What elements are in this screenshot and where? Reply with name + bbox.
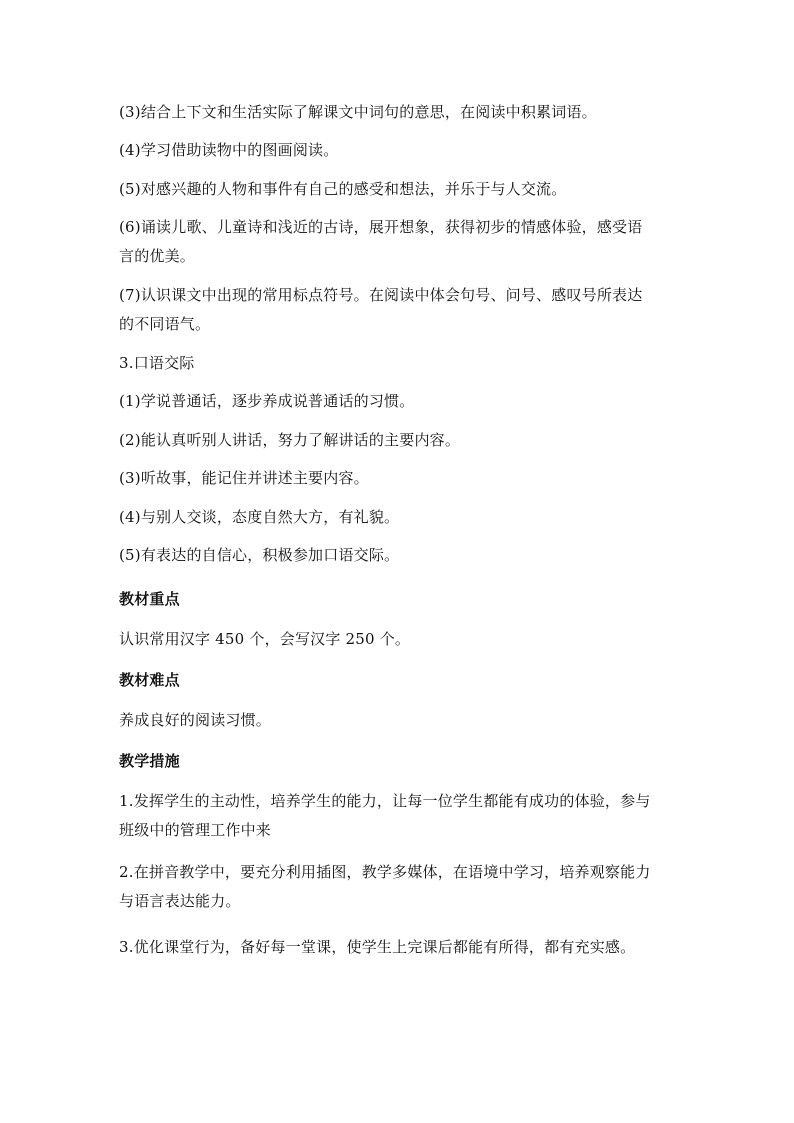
oral-item-3: (3)听故事，能记住并讲述主要内容。 <box>119 469 369 487</box>
oral-item-5: (5)有表达的自信心，积极参加口语交际。 <box>119 546 400 564</box>
measure-2-line-1: 2.在拼音教学中，要充分利用插图，教学多媒体，在语境中学习，培养观察能力 <box>119 863 651 881</box>
key-points-text: 认识常用汉字 450 个，会写汉字 250 个。 <box>119 630 411 648</box>
oral-communication-heading: 3.口语交际 <box>119 354 195 372</box>
measure-3: 3.优化课堂行为，备好每一堂课，使学生上完课后都能有所得，都有充实感。 <box>119 938 636 956</box>
difficulties-heading: 教材难点 <box>119 671 180 689</box>
reading-item-5: (5)对感兴趣的人物和事件有自己的感受和想法，并乐于与人交流。 <box>119 180 567 198</box>
reading-item-4: (4)学习借助读物中的图画阅读。 <box>119 141 339 159</box>
reading-item-6-line-1: (6)诵读儿歌、儿童诗和浅近的古诗，展开想象，获得初步的情感体验，感受语 <box>119 218 643 236</box>
measures-heading: 教学措施 <box>119 752 180 770</box>
reading-item-6-line-2: 言的优美。 <box>119 247 196 265</box>
measure-1-line-2: 班级中的管理工作中来 <box>119 821 272 839</box>
key-points-heading: 教材重点 <box>119 590 180 608</box>
oral-item-4: (4)与别人交谈，态度自然大方，有礼貌。 <box>119 508 400 526</box>
oral-item-2: (2)能认真听别人讲话，努力了解讲话的主要内容。 <box>119 431 461 449</box>
oral-item-1: (1)学说普通话，逐步养成说普通话的习惯。 <box>119 392 415 410</box>
measure-2-line-2: 与语言表达能力。 <box>119 892 241 910</box>
measure-1-line-1: 1.发挥学生的主动性，培养学生的能力，让每一位学生都能有成功的体验，参与 <box>119 792 651 810</box>
reading-item-7-line-2: 的不同语气。 <box>119 315 211 333</box>
difficulties-text: 养成良好的阅读习惯。 <box>119 711 272 729</box>
reading-item-7-line-1: (7)认识课文中出现的常用标点符号。在阅读中体会句号、问号、感叹号所表达 <box>119 286 643 304</box>
reading-item-3: (3)结合上下文和生活实际了解课文中词句的意思，在阅读中积累词语。 <box>119 103 597 121</box>
